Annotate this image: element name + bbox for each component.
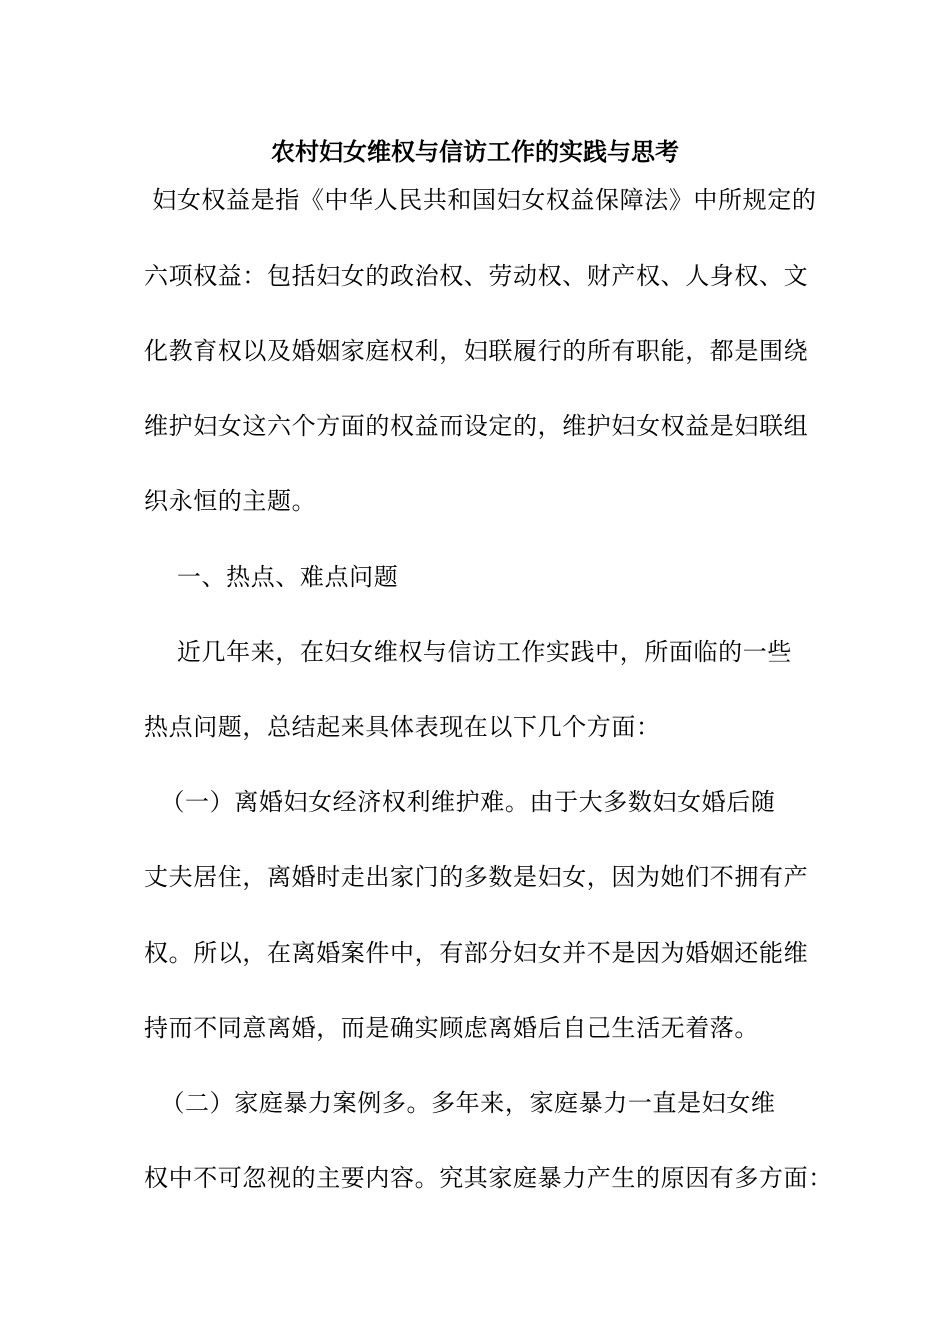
paragraph-line: （一）离婚妇女经济权利维护难。由于大多数妇女婚后随 — [144, 788, 776, 816]
paragraph-line: 持而不同意离婚，而是确实顾虑离婚后自己生活无着落。 — [144, 1014, 759, 1042]
paragraph-line: 权。所以，在离婚案件中，有部分妇女并不是因为婚姻还能维 — [144, 939, 809, 967]
paragraph-line: 化教育权以及婚姻家庭权利，妇联履行的所有职能，都是围绕 — [144, 337, 809, 365]
paragraph-line: 织永恒的主题。 — [144, 487, 317, 515]
document-title: 农村妇女维权与信访工作的实践与思考 — [271, 137, 679, 166]
paragraph-line: 热点问题，总结起来具体表现在以下几个方面： — [144, 713, 661, 741]
paragraph-line: 六项权益：包括妇女的政治权、劳动权、财产权、人身权、文 — [144, 262, 809, 290]
paragraph-line: （二）家庭暴力案例多。多年来，家庭暴力一直是妇女维 — [144, 1089, 776, 1117]
paragraph-line: 近几年来，在妇女维权与信访工作实践中，所面临的一些 — [144, 638, 792, 666]
paragraph-line: 权中不可忽视的主要内容。究其家庭暴力产生的原因有多方面： — [144, 1164, 833, 1192]
paragraph-line: 维护妇女这六个方面的权益而设定的，维护妇女权益是妇联组 — [144, 412, 809, 440]
section-heading: 一、热点、难点问题 — [144, 563, 399, 591]
paragraph-line: 丈夫居住，离婚时走出家门的多数是妇女，因为她们不拥有产 — [144, 863, 809, 891]
paragraph-line: 妇女权益是指《中华人民共和国妇女权益保障法》中所规定的 — [144, 186, 817, 214]
